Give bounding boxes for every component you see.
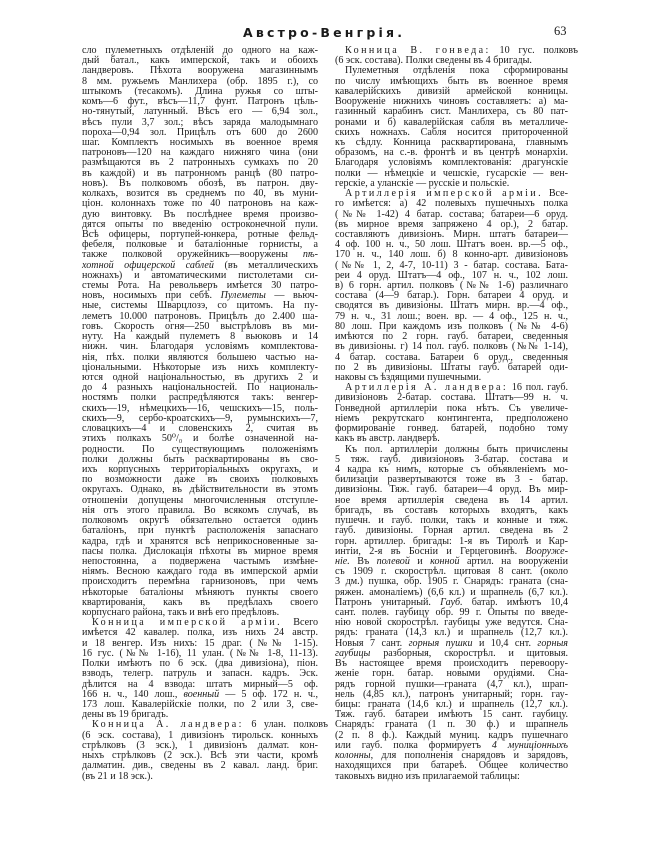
text-run: Полки имѣютъ по 6 эск. (два дивизіона), піон.: [82, 658, 318, 670]
text-run: скихъ—9, сербо-кроатскихъ—9, румынскихъ—7,: [82, 412, 318, 424]
text-run: корпуснаго района, такъ и внѣ его предѣловъ.: [82, 607, 280, 619]
text-run: ное время артиллерія сведена въ 14 артил.: [335, 494, 568, 506]
text-run: Въ: [349, 555, 377, 567]
text-run: 173 лош. Кавалерійскіе полки, по 2 или 3, све-: [82, 699, 318, 710]
section-heading: Конница А. ландвера:: [91, 719, 244, 731]
paragraph: [82, 618, 318, 720]
italic-text: ніе.: [335, 555, 350, 567]
paragraph: [335, 383, 568, 444]
text-run: нель (4,85 кл.), патронъ унитарный; горн. гау-: [335, 688, 568, 700]
text-run: артил. на вооруженіи: [459, 555, 568, 567]
text-run: гауб. дивизіоны. Горная артил. сведена въ 2: [335, 525, 568, 537]
text-run: полковомъ округѣ обязательно остается одинъ: [82, 515, 318, 527]
text-run: говъ. Скорость огня—250 выстрѣловъ въ ми-: [82, 320, 318, 332]
text-run: интіи, 2-я въ Босніи и Герцеговинѣ.: [335, 545, 526, 557]
text-run: округахъ. Однако, въ дѣйствительности въ этомъ: [82, 484, 318, 496]
text-run: Въ настоящее время происходитъ перевоору-: [335, 658, 568, 670]
italic-text: 4 муниціонныхъ: [491, 739, 569, 751]
text-run: кадра, гдѣ и хранятся всѣ неприкосновенные за-: [82, 535, 318, 547]
text-run: пороха—0,94 зол. Прицѣлъ отъ 600 до 2600: [82, 126, 318, 138]
text-run: до 4 разныхъ національностей. По националь-: [82, 382, 318, 394]
text-run: пасы полка. Дислокація пѣхоты въ мирное время: [82, 545, 318, 557]
right-column: [335, 45, 578, 782]
text-run: наковы съ ѣздящими пушечными.: [335, 372, 482, 383]
text-run: сант. полев. гаубицу обр. 99 г. Опыты по введе-: [335, 607, 568, 619]
page-number: 63: [554, 24, 567, 38]
text-run: находящихся при батареѣ. Общее количество: [335, 760, 568, 772]
text-run: ландверовъ. Пѣхота вооружена магазиннымъ: [82, 65, 318, 77]
text-run: далматин. див., сведены въ 2 кавал. ланд. бриг.: [82, 760, 318, 772]
text-run: какъ въ австр. ландверѣ.: [335, 433, 440, 445]
text-run: или гауб. полка формируетъ: [335, 739, 492, 751]
text-line: [335, 46, 578, 56]
text-run: состава (4—9 батар.). Горн. батареи 4 оруд. и: [335, 290, 568, 302]
italic-text: гаубицы: [335, 647, 371, 659]
text-run: новъ, носимыхъ при себѣ.: [82, 290, 221, 302]
text-run: этихъ полкахъ 50⁰/₀ и болѣе означенной на-: [82, 433, 318, 445]
text-run: Патронъ унитарный.: [335, 596, 441, 608]
text-run: и: [409, 555, 431, 567]
text-run: 16 гус. (№№ 1-16), 11 улан. (№№ 1-8, 11-13).: [82, 647, 318, 659]
text-run: Гонведной артиллеріи пока нѣтъ. Съ увеличе-: [335, 402, 568, 414]
text-run: таковыхъ видно изъ прилагаемой таблицы:: [335, 770, 520, 782]
text-run: родности. По существующимъ положеніямъ: [82, 443, 318, 455]
text-run: 170 н. ч., 140 лош. б) 8 конно-арт. дивизіоновъ: [335, 249, 568, 261]
text-run: непостоянна, а подвержена частымъ измѣне-: [82, 555, 318, 567]
text-run: женіе горн. батар. новыми орудіями. Сна-: [335, 668, 568, 680]
text-run: стрѣлковъ (3 эск.), 1 дивизіонъ далмат. кон-: [82, 739, 318, 751]
text-run: нуту. На каждый пулеметъ 8 вьюковъ и 14: [82, 331, 318, 343]
text-run: размѣщаются въ 2 патронныхъ сумкахъ по 20: [82, 157, 318, 169]
text-run: дый батал., какъ имперской, такъ и обоихъ: [82, 55, 318, 67]
text-run: ряжен. амоналіемъ) (6,6 кл.) и шрапнель (6,7 кл.).: [335, 586, 568, 598]
text-run: Къ пол. артиллеріи должны быть причислены: [345, 443, 568, 455]
text-run: ніемъ рекрутскаго контингента, предположено: [335, 412, 568, 424]
text-run: баталіонъ, при пунктѣ расположенія запаснаго: [82, 525, 318, 537]
text-run: 6 улан. полковъ: [243, 719, 329, 731]
text-run: ихъ корпусныхъ территоріальныхъ округахъ, и: [82, 463, 318, 475]
text-run: ніямъ. Весною каждаго года въ имперской арміи: [82, 566, 318, 578]
text-run: Новыя 7 сант.: [335, 637, 409, 649]
section-heading: Артиллерія имперской арміи.: [345, 188, 544, 200]
text-run: 16 пол. гауб.: [508, 382, 568, 394]
text-run: нѣкоторые баталіоны мѣняютъ пункты своего: [82, 586, 318, 598]
italic-text: горныя пушки: [408, 637, 473, 649]
paragraph: [335, 445, 568, 782]
text-run: дятся опыты по введенію остроконечной пули.: [82, 218, 318, 230]
text-run: 5 тяж. гауб. дивизіоновъ 3-батар. состава и: [335, 453, 568, 465]
text-run: шаг. Комплектъ носимыхъ въ военное время: [82, 136, 318, 148]
text-run: нія отъ этого правила. Во всякомъ случаѣ, въ: [82, 504, 318, 516]
text-run: фебеля, полковые и баталіонные горнисты, а: [82, 239, 318, 251]
text-run: реи 4 оруд. Штатъ—4 оф., 107 н. ч., 102 лош.: [335, 269, 568, 281]
paragraph: [335, 189, 568, 383]
text-run: составляютъ дивизіонъ. Мирн. штатъ батареи—: [335, 228, 568, 240]
text-run: дивизіоны. Тяж. гауб. батареи—4 оруд. Въ мир-: [335, 484, 568, 496]
text-run: стемы Рота. На револьверъ имѣется 30 патро-: [82, 280, 318, 292]
text-run: ножнахъ) и автоматическими пистолетами си-: [82, 269, 318, 281]
italic-text: полевой: [376, 555, 410, 567]
text-run: (№№ 1, 2, 4-7, 10-11) 3 - батар. состава. Бата-: [335, 259, 568, 271]
paragraph: [82, 719, 329, 782]
text-run: колкахъ, возится въ среднемъ по 40, въ муни-: [82, 188, 318, 200]
italic-text: Гауб.: [440, 596, 463, 608]
section-heading: Артиллерія А. ландвера:: [345, 382, 509, 394]
text-run: бицы: граната (14,6 кл.) и шрапнель (12,7 кл.).: [335, 699, 568, 710]
text-run: горн. артиллер. бригады: 1-я въ Тиролѣ и Кар-: [335, 535, 568, 547]
text-run: разборныя, скорострѣл. и щитовыя.: [370, 647, 568, 659]
text-line: [82, 720, 328, 730]
text-run: 166 н. ч., 140 лош.,: [82, 688, 184, 700]
text-run: полки — нѣмецкіе и чешскіе, гусарскіе — вен-: [335, 167, 568, 179]
text-run: въ дивизіоны. г) 14 пол. гауб. полковъ (№№ 1-14),: [335, 341, 568, 353]
text-run: по числу имѣющихъ быть въ военное время: [335, 75, 568, 87]
text-line: [335, 741, 568, 751]
text-run: (№№ 1-42) 4 батар. состава; батареи—6 оруд.: [335, 208, 568, 220]
text-run: кавалерійскихъ дивизій армейской конницы.: [335, 85, 568, 97]
text-run: скихъ—19, нѣмецкихъ—16, чешскихъ—15, поль-: [82, 402, 318, 414]
text-run: 4 кадра къ нимъ, которые съ объявленіемъ мо-: [335, 463, 568, 475]
text-run: полки должны быть расквартированы въ сво-: [82, 453, 318, 465]
text-run: (6 эск. состава). Полки сведены въ 4 бригады.: [335, 55, 532, 67]
text-run: съ 1909 г. скорострѣл. щитовая 8 сант. (около: [335, 566, 568, 578]
text-run: въ каждой) и въ патронномъ ранцѣ (80 патро-: [82, 167, 318, 179]
text-run: 4 батар. состава. Батареи 6 оруд., сведенныя: [335, 351, 568, 363]
text-line: [335, 772, 568, 782]
text-run: (въ мирное время запряжено 4 ор.), 2 батар.: [335, 218, 568, 230]
italic-text: горныя: [537, 637, 568, 649]
italic-text: Вооруже-: [525, 545, 568, 557]
text-run: скихъ ножнахъ. Сабля носится притороченной: [335, 126, 568, 138]
text-run: ціон. колоннахъ тоже по 40 патроновъ на каж-: [82, 198, 318, 210]
text-run: происходитъ перемѣна гарнизоновъ, при чемъ: [82, 576, 318, 588]
text-run: нижн. чин. Благодаря условіямъ комплектова-: [82, 341, 318, 353]
text-run: 10 гус. полковъ: [490, 45, 578, 56]
text-run: Всѣ офицеры, портупей-юнкера, ротные фельд-: [82, 228, 318, 240]
running-title: Австро-Венгрія.: [243, 25, 406, 40]
text-run: , для пополненія снарядовъ и зарядовъ,: [370, 750, 568, 762]
text-run: Всего: [282, 617, 318, 629]
text-run: по 2 въ дивизіоны. Штаты гауб. батарей оди-: [335, 361, 568, 373]
section-heading: Конница В. гонведа:: [344, 45, 491, 56]
text-run: ются одной національностью, въ другихъ 2 и: [82, 372, 318, 383]
italic-text: колонны: [335, 750, 371, 762]
text-run: квартированія, какъ въ предѣлахъ своего: [82, 596, 318, 608]
text-run: имѣется 42 кавалер. полка, изъ нихъ 24 австр.: [82, 627, 318, 639]
text-run: (въ 21 и 18 эск.).: [82, 770, 153, 782]
text-run: батар. имѣютъ 10,4: [462, 596, 568, 608]
text-run: дены въ 19 бригадъ.: [82, 709, 169, 721]
text-run: нія, пѣх. полки являются большею частью на-: [82, 351, 318, 363]
text-run: новъ). Въ полковомъ обозѣ, въ патрон. дву-: [82, 177, 318, 189]
text-run: (6 эск. состава), 1 дивизіонъ тирольск. конныхъ: [82, 729, 318, 741]
text-run: герскіе, а уланскіе — русскіе и польскіе.: [335, 177, 510, 189]
text-run: патроновъ—120 на каждаго нижняго чина (они: [82, 147, 318, 159]
text-run: Благодаря условіямъ комплектованія: драгунскіе: [335, 157, 568, 169]
italic-text: пѣ-: [302, 249, 318, 261]
text-run: газинный карабинъ сист. Манлихера, съ 80 пат-: [335, 106, 568, 118]
text-run: но-тянутый, латунный. Вѣсъ его — 6,94 зол.,: [82, 106, 318, 118]
text-run: вѣсъ пули 3,7 зол.; вѣсъ заряда малодымнаго: [82, 116, 318, 128]
text-run: Тяж. гауб. батареи имѣютъ 15 сант. гаубицу.: [335, 709, 568, 721]
text-run: в) 6 горн. артил. полковъ (№№ 1-6) различнаго: [335, 280, 568, 292]
text-run: сло пулеметныхъ отдѣленій до одного на каж-: [82, 45, 318, 56]
italic-text: Пулеметы: [220, 290, 266, 302]
text-run: по возможности даже въ своихъ полковыхъ: [82, 474, 318, 486]
text-run: рядъ: граната (14,3 кл.) и шрапнель (12,7 кл.).: [335, 627, 568, 639]
text-run: (въ металлическихъ: [213, 259, 318, 271]
text-line: [82, 772, 318, 782]
text-run: также полковой оружейникъ—вооружены: [82, 249, 303, 261]
text-run: го имѣется: а) 42 полевыхъ пушечныхъ полка: [335, 198, 568, 210]
text-run: дѣлится на 4 взвода: штатъ мирный—5 оф.: [82, 678, 318, 690]
text-run: дивизіоновъ 2-батар. состава. Штатъ—99 н. ч.: [335, 392, 568, 404]
text-run: бригадъ, въ составъ которыхъ входятъ, какъ: [335, 504, 568, 516]
left-column: [82, 45, 329, 782]
text-run: 80 лош. При каждомъ изъ полковъ (№№ 4-6): [335, 320, 568, 332]
text-run: — 5 оф. 172 н. ч.,: [219, 688, 318, 700]
text-run: леметъ 10.000 патроновъ. Прицѣлъ до 2.400 ша-: [82, 310, 318, 322]
text-run: Снарядъ: граната (1 п. 30 ф.) и шрапнель: [335, 719, 568, 731]
text-run: дую винтовку. Въ послѣднее время произво-: [82, 208, 318, 220]
text-run: билизаціи развертываются тоже въ 3 - батар.: [335, 474, 568, 486]
text-run: нію новой скорострѣл. гаубицы уже ведутся. Сна-: [335, 617, 568, 629]
text-run: Все-: [543, 188, 568, 200]
text-run: комъ—6 фут., вѣсъ—11,7 фунт. Патронъ цѣль-: [82, 96, 318, 108]
text-run: образомъ, на с.-в. фронтѣ и въ центрѣ монархіи.: [335, 147, 568, 159]
text-run: пушечн. и гауб. полки, такъ и конные и тяж.: [335, 515, 568, 527]
italic-text: конной: [430, 555, 460, 567]
italic-text: хотной офицерской саблей: [82, 259, 214, 271]
text-run: формированіе гонвед. батарей, подобно тому: [335, 423, 568, 435]
text-run: ностямъ полки распредѣляются такъ: венгер-: [82, 392, 318, 404]
text-run: и 18 венгер. Изъ нихъ: 15 драг. (№№ 1-15).: [82, 637, 318, 649]
text-run: рядъ горной пушки—граната (4,7 кл.), шрап-: [335, 678, 568, 690]
paragraph: [335, 66, 568, 189]
text-run: штыкомъ (тесакомъ). Длина ружья со шты-: [82, 85, 318, 97]
text-run: 4 оф. 100 н. ч., 50 лош. Штатъ воен. вр.—5 оф.,: [335, 239, 568, 251]
paragraph: [335, 45, 578, 67]
text-run: — вьюч-: [265, 290, 318, 302]
section-heading: Конница имперской арміи.: [92, 617, 282, 629]
text-run: отношеніи допущены многочисленныя отступле-: [82, 494, 318, 506]
text-run: Вооруженіе нижнихъ чиновъ составляетъ: а) ма-: [335, 96, 568, 108]
italic-text: военный: [183, 688, 220, 700]
text-run: ціональными. Нѣкоторые изъ нихъ комплекту-: [82, 361, 318, 373]
text-run: (2 п. 8 ф.). Каждый муниц. кадръ пушечнаго: [335, 729, 568, 741]
text-run: взводъ, телегр. патруль и запасн. кадръ. Эск.: [82, 668, 318, 680]
text-run: къ сѣдлу. Конница расквартирована, главнымъ: [335, 136, 568, 148]
text-run: словацкихъ—4 и словенскихъ 2, считая въ: [82, 423, 318, 435]
text-run: 8 мм. ружьемъ Манлихера (обр. 1895 г.), со: [82, 75, 318, 87]
text-run: ные, системы Шварцлозэ, со щитомъ. На пу-: [82, 300, 318, 312]
text-run: 3 дм.) пушка, обр. 1905 г. Снарядъ: граната (сна-: [335, 576, 568, 588]
text-run: Пулеметныя отдѣленія пока сформированы: [345, 65, 568, 77]
text-run: сводятся въ дивизіоны. Штатъ мирн. вр.—4 оф.,: [335, 300, 568, 312]
text-run: ныхъ стрѣлковъ (2 эск.). Всѣ эти части, кромѣ: [82, 750, 318, 762]
paragraph: [82, 46, 318, 618]
text-run: 79 н. ч., 31 лош.; воен. вр. — 4 оф., 125 н. ч.,: [335, 310, 568, 322]
text-run: ронами и б) кавалерійская сабля въ металличе-: [335, 116, 568, 128]
text-run: и 10,4 снт.: [472, 637, 538, 649]
text-run: имѣются по 2 горн. гауб. батареи, сведенныя: [335, 331, 568, 343]
